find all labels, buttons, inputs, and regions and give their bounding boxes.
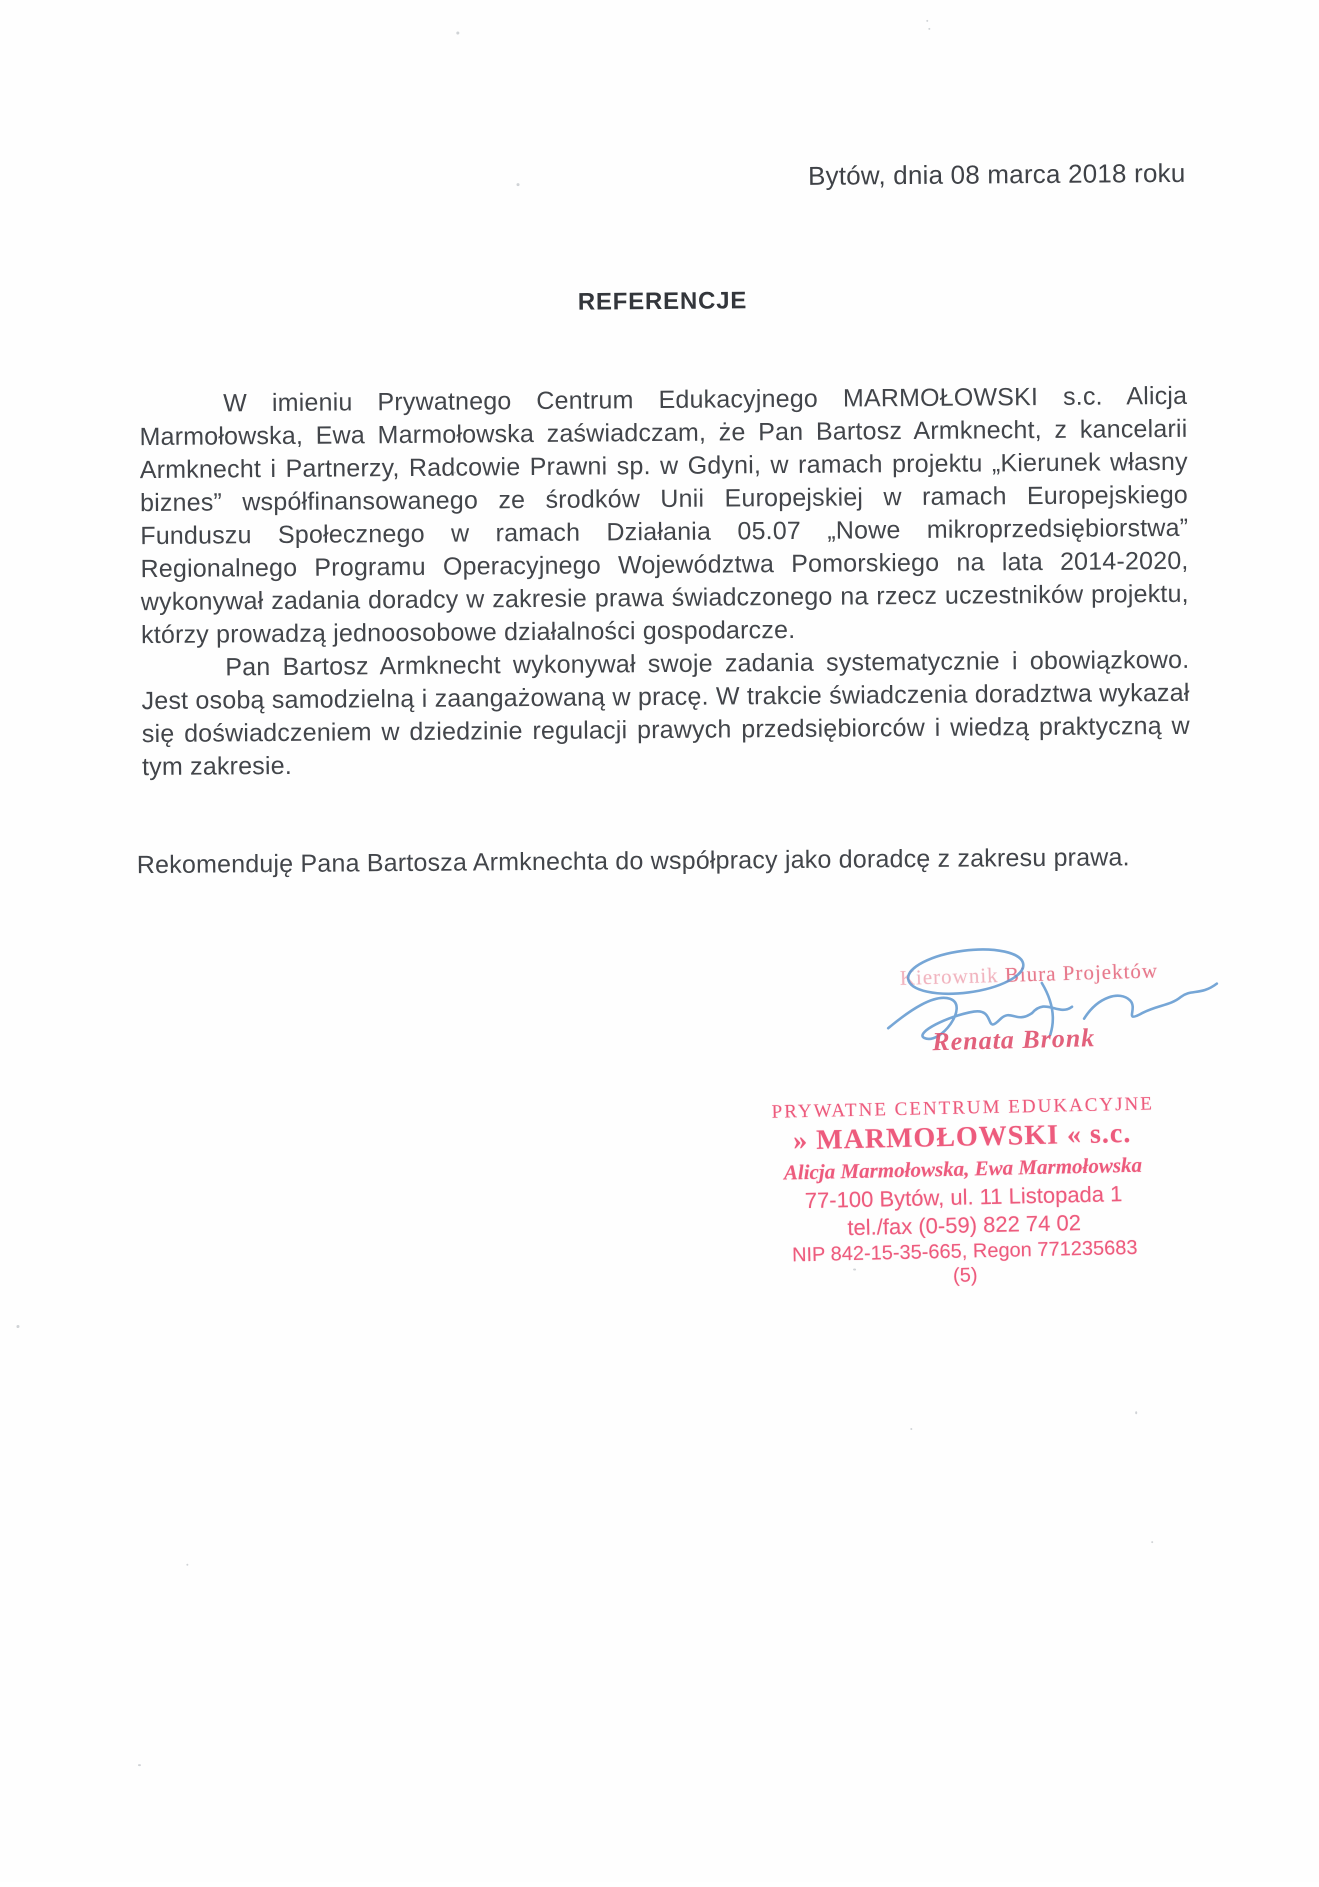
scan-speck [517, 183, 520, 186]
scan-speck [1135, 1411, 1137, 1414]
scan-speck [910, 1428, 912, 1430]
project-office-stamp [899, 958, 1160, 990]
company-stamp-line: NIP 842-15-35-665, Regon 771235683 [791, 1236, 1138, 1267]
scan-speck [1151, 1541, 1153, 1543]
paragraph1-line: którzy prowadzą jednoosobowe działalności gospodarcze. [140, 615, 796, 650]
date-line: Bytów, dnia 08 marca 2018 roku [807, 157, 1186, 191]
paragraph1-line: Regionalnego Programu Operacyjnego Województwa Pomorskiego na lata 2014-2020, [140, 546, 1189, 584]
company-stamp-line: » MARMOŁOWSKI « s.c. [792, 1117, 1132, 1157]
stamp-word: Biura Projektów [998, 958, 1159, 987]
paragraph2-line: się doświadczeniem w dziedzinie regulacji prawych przedsiębiorców i wiedzą praktyczną w [141, 711, 1190, 749]
scan-speck [454, 472, 456, 474]
paragraph2-line: Jest osobą samodzielną i zaangażowaną w pracę. W trakcie świadczenia doradztwa wykazał [141, 678, 1190, 716]
scan-speck [16, 1325, 19, 1328]
scan-speck [186, 1564, 188, 1566]
scan-speck [928, 28, 930, 30]
company-stamp-line: tel./fax (0-59) 822 74 02 [847, 1210, 1082, 1241]
company-stamp-line: Alicja Marmołowska, Ewa Marmołowska [783, 1152, 1143, 1185]
paragraph1-line: W imieniu Prywatnego Centrum Edukacyjnego MARMOŁOWSKI s.c. Alicja [223, 381, 1188, 418]
company-stamp-line: 77-100 Bytów, ul. 11 Listopada 1 [804, 1181, 1123, 1214]
scan-speck [853, 1268, 856, 1270]
paragraph1-line: biznes” współfinansowanego ze środków Unii Europejskiej w ramach Europejskiego [139, 480, 1189, 518]
letter-body [139, 380, 1190, 784]
signer-name: Renata Bronk [931, 1023, 1096, 1057]
recommendation-line: Rekomenduję Pana Bartosza Armknechta do współpracy jako doradcę z zakresu prawa. [136, 843, 1130, 880]
paragraph2-line: Pan Bartosz Armknecht wykonywał swoje zadania systematycznie i obowiązkowo. [225, 645, 1190, 682]
paragraph2-line: tym zakresie. [141, 751, 293, 782]
company-stamp-line: (5) [952, 1264, 978, 1287]
scan-speck [138, 1764, 141, 1766]
company-stamp [771, 1094, 1155, 1292]
company-stamp-line: PRYWATNE CENTRUM EDUKACYJNE [771, 1093, 1155, 1123]
scan-speck [926, 20, 928, 22]
scan-speck [456, 32, 459, 35]
paragraph1-line: Marmołowska, Ewa Marmołowska zaświadczam, że Pan Bartosz Armknecht, z kancelarii [139, 414, 1188, 452]
paragraph1-line: wykonywał zadania doradcy w zakresie prawa świadczonego na rzecz uczestników projektu, [140, 579, 1189, 617]
document-title: REFERENCJE [577, 287, 748, 316]
stamp-word: Kierownik [899, 963, 999, 990]
paragraph1-line: Armknecht i Partnerzy, Radcowie Prawni sp. w Gdyni, w ramach projektu „Kierunek własny [139, 447, 1188, 485]
paragraph1-line: Funduszu Społecznego w ramach Działania 05.07 „Nowe mikroprzedsiębiorstwa” [140, 513, 1189, 551]
